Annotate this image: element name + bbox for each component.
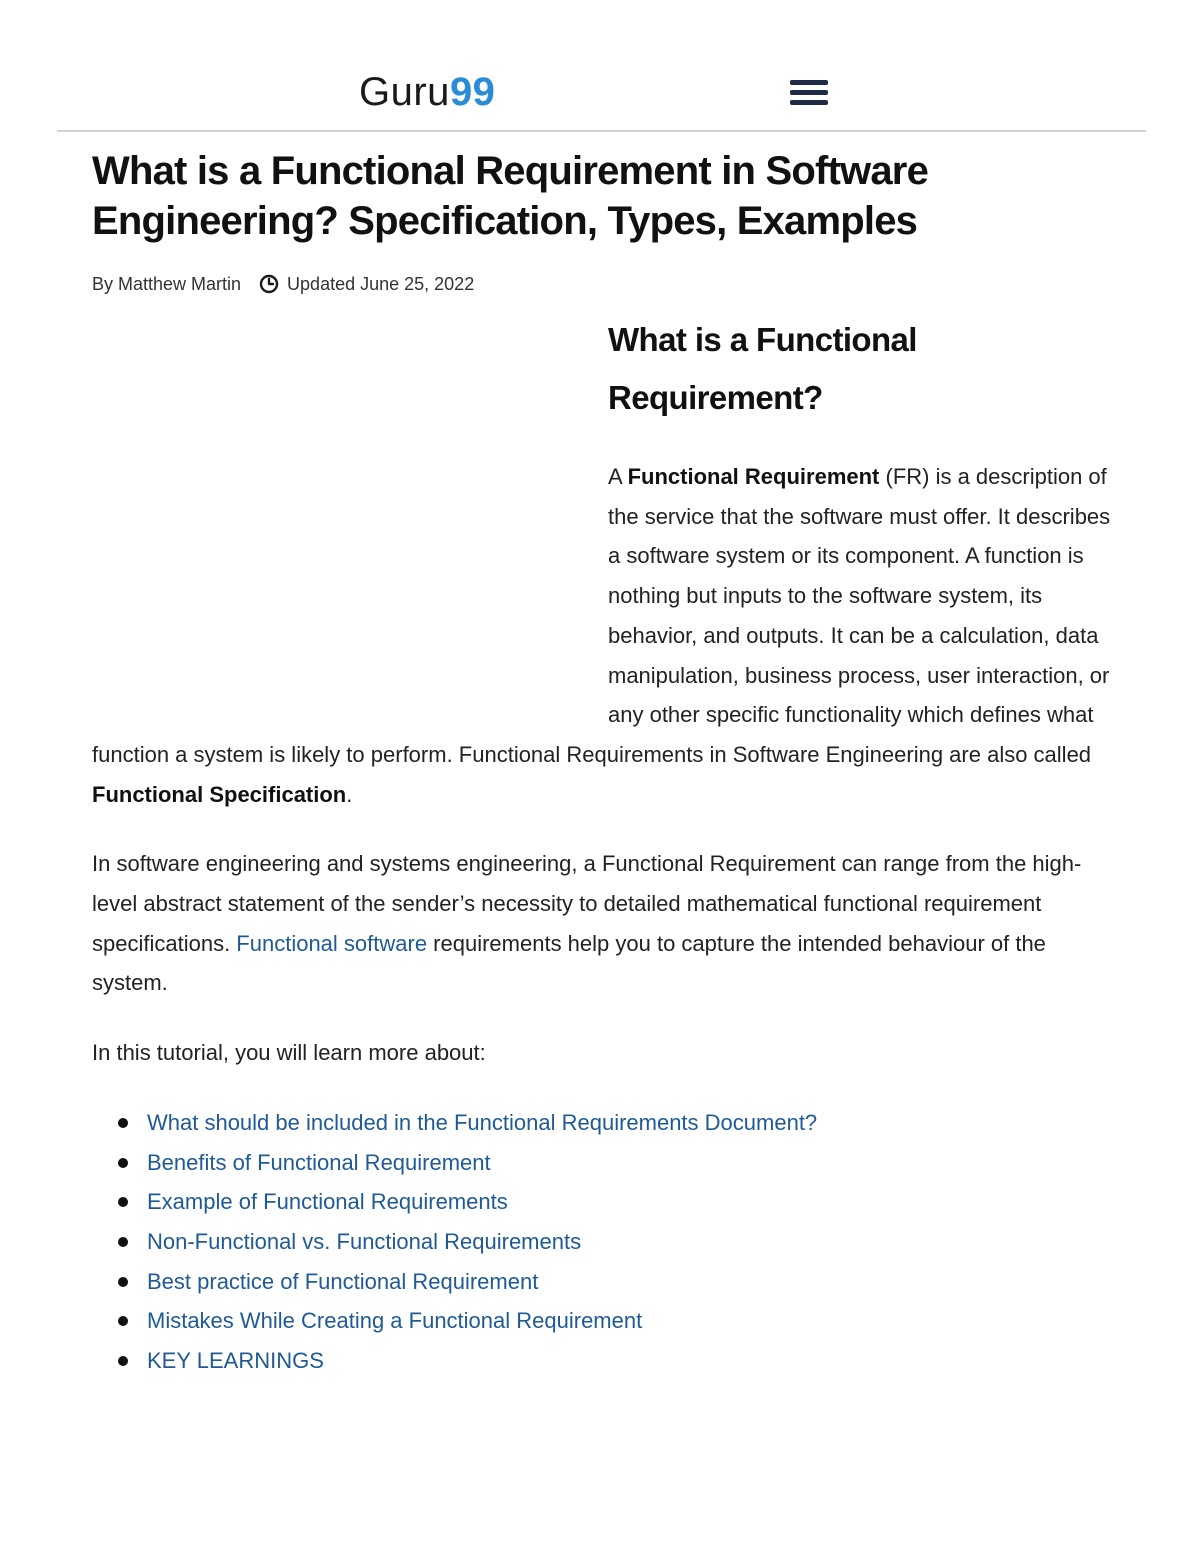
- site-logo[interactable]: [359, 68, 495, 116]
- author-byline[interactable]: By Matthew Martin: [92, 274, 242, 294]
- intro-text-c: .: [346, 781, 353, 807]
- intro-bold-term: Functional Requirement: [627, 464, 880, 489]
- section-title: What is a Functional Requirement?: [608, 321, 917, 416]
- article: [92, 146, 1122, 1381]
- p2-text-b: requirements help you to capture the intended behaviour of the system.: [92, 930, 1046, 996]
- updated-date: Updated June 25, 2022: [287, 274, 475, 294]
- toc-link-mistakes[interactable]: Mistakes While Creating a Functional Requirement: [147, 1308, 643, 1334]
- toc-item: [147, 1341, 1122, 1381]
- functional-software-link[interactable]: Functional software: [236, 930, 428, 956]
- intro-bold-term-2: Functional Specification: [92, 781, 347, 807]
- site-header: [57, 0, 1146, 132]
- toc-link-benefits[interactable]: Benefits of Functional Requirement: [147, 1149, 491, 1175]
- toc-link-example[interactable]: Example of Functional Requirements: [147, 1189, 508, 1215]
- toc-link-non-functional[interactable]: Non-Functional vs. Functional Requirements: [147, 1228, 582, 1254]
- logo-accent: 99: [449, 70, 496, 114]
- article-body: [92, 311, 1122, 1381]
- article-title: What is a Functional Requirement in Software Engineering? Specification, Types, Examples: [92, 149, 929, 243]
- hamburger-menu-icon[interactable]: [790, 78, 828, 108]
- toc-item: [147, 1182, 1122, 1222]
- paragraph-2: [92, 844, 1122, 1003]
- ad-placeholder: [92, 311, 570, 722]
- p2-text-a: In software engineering and systems engineering, a Functional Requirement can range from the high-level abstract statement of the sender’s necessity to detailed mathematical functional requirement specifications.: [92, 851, 1082, 956]
- toc-item: [147, 1262, 1122, 1302]
- clock-icon: [259, 274, 279, 294]
- logo-text: Guru: [359, 70, 450, 114]
- article-meta: [92, 271, 1122, 297]
- toc-item: [147, 1301, 1122, 1341]
- toc-link-document[interactable]: What should be included in the Functional Requirements Document?: [147, 1109, 818, 1135]
- toc-link-key-learnings[interactable]: KEY LEARNINGS: [147, 1348, 324, 1374]
- paragraph-3: In this tutorial, you will learn more about:: [92, 1040, 486, 1066]
- table-of-contents: [92, 1103, 1122, 1381]
- intro-text-a: A: [608, 464, 628, 489]
- toc-item: [147, 1103, 1122, 1143]
- toc-item: [147, 1143, 1122, 1183]
- toc-link-best-practice[interactable]: Best practice of Functional Requirement: [147, 1268, 539, 1294]
- intro-text-b: (FR) is a description of the service that the software must offer. It describes a software system or its component. A function is nothing but inputs to the software system, its behavior, and outputs. It can be a calculation, data manipulation, business process, user interaction, or any other specific functionality which defines what function a system is likely to perform. Functional Requirements in Software Engineering are also called: [92, 464, 1111, 767]
- toc-item: [147, 1222, 1122, 1262]
